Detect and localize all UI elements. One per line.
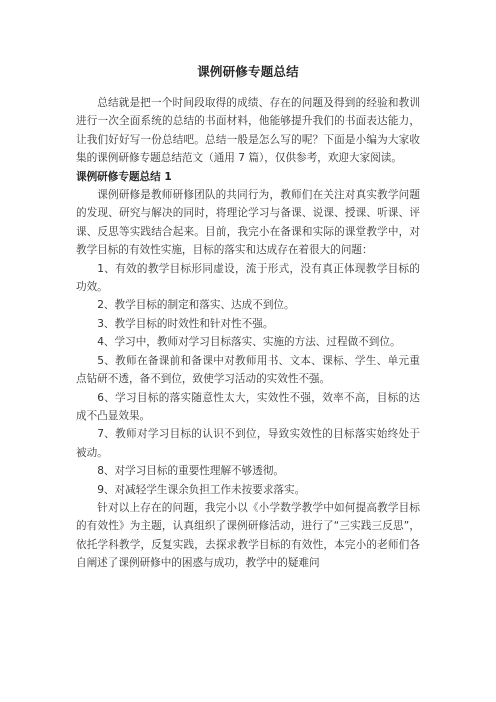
intro-paragraph: 总结就是把一个时间段取得的成绩、存在的问题及得到的经验和教训进行一次全面系统的总结的书面材料，他能够提升我们的书面表达能力，让我们好好写一份总结吧。总结一般是怎么写的呢？下面是小编为大家收集的课例研修专题总结范文（通用 7 篇），仅供参考，欢迎大家阅读。 [76, 97, 420, 165]
section-paragraph: 课例研修是教师研修团队的共同行为，教师们在关注对真实教学问题的发现、研究与解决的同时，将理论学习与备课、说课、授课、听课、评课、反思等实践结合起来。目前，我完小在备课和实际的课堂教学中，对教学目标的有效性实施，目标的落实和达成存在着很大的问题： [76, 189, 420, 257]
problem-item-5: 5、教师在备课前和备课中对教师用书、文本、课标、学生、单元重点钻研不透，备不到位，致使学习活动的实效性不强。 [76, 354, 420, 386]
problem-item-9: 9、对减轻学生课余负担工作未按要求落实。 [97, 483, 306, 496]
problem-item-8: 8、对学习目标的重要性理解不够透彻。 [97, 465, 285, 478]
problem-item-2: 2、教学目标的制定和落实、达成不到位。 [97, 299, 295, 312]
section-paragraph: 针对以上存在的问题，我完小以《小学数学教学中如何提高教学目标的有效性》为主题，认真组织了课例研修活动，进行了“三实践三反思”，依托学科教学，反复实践，去探求教学目标的有效性，本完小的老师们各自阐述了课例研修中的困惑与成功，教学中的疑难问 [76, 501, 420, 570]
problem-item-1: 1、有效的教学目标形同虚设，流于形式，没有真正体现教学目标的功效。 [76, 262, 420, 294]
problem-item-6: 6、学习目标的落实随意性太大，实效性不强，效率不高，目标的达成不凸显效果。 [76, 391, 420, 422]
document-body [76, 94, 420, 573]
section-heading: 课例研修专题总结 1 [76, 170, 172, 183]
document-title: 课例研修专题总结 [197, 64, 299, 79]
problem-item-4: 4、学习中，教师对学习目标落实、实施的方法、过程做不到位。 [97, 336, 401, 349]
problem-item-7: 7、教师对学习目标的认识不到位，导致实效性的目标落实始终处于被动。 [76, 428, 420, 459]
problem-item-3: 3、教学目标的时效性和针对性不强。 [97, 317, 274, 330]
